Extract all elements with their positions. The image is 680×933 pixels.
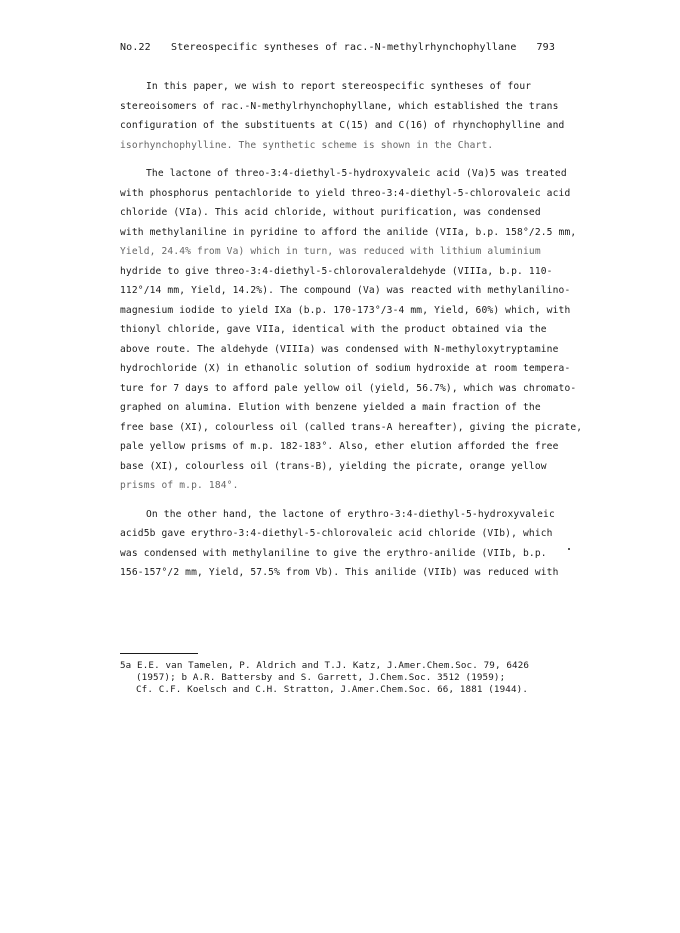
text-line: isorhynchophylline. The synthetic scheme is shown in the Chart. <box>120 139 494 151</box>
text-line: with methylaniline in pyridine to afford the anilide (VIIa, b.p. 158°/2.5 mm, <box>120 226 577 238</box>
text-line: graphed on alumina. Elution with benzene yielded a main fraction of the <box>120 402 541 413</box>
footnote-rule <box>120 653 198 654</box>
text-line: 156-157°/2 mm, Yield, 57.5% from Vb). This anilide (VIIb) was reduced with <box>120 567 559 578</box>
text-line: ture for 7 days to afford pale yellow oil (yield, 56.7%), which was chromato- <box>120 382 577 394</box>
text-line: configuration of the substituents at C(15) and C(16) of rhynchophylline and <box>120 120 565 131</box>
paragraph-3 <box>120 505 565 583</box>
text-line: stereoisomers of rac.-N-methylrhynchophyllane, which established the trans <box>120 100 559 112</box>
stray-mark <box>568 548 570 550</box>
text-line: 112°/14 mm, Yield, 14.2%). The compound (Va) was reacted with methylanilino- <box>120 285 571 296</box>
text-line: above route. The aldehyde (VIIIa) was condensed with N-methyloxytryptamine <box>120 343 559 355</box>
main-text <box>120 77 583 592</box>
text-line: free base (XI), colourless oil (called trans-A hereafter), giving the picrate, <box>120 421 583 433</box>
footnote-line: Cf. C.F. Koelsch and C.H. Stratton, J.Amer.Chem.Soc. 66, 1881 (1944). <box>136 684 529 695</box>
paragraph-1 <box>120 77 565 155</box>
footnote-line: (1957); b A.R. Battersby and S. Garrett, J.Chem.Soc. 3512 (1959); <box>136 672 506 683</box>
text-line: On the other hand, the lactone of erythro-3:4-diethyl-5-hydroxyvaleic <box>146 508 555 520</box>
footnotes <box>120 660 570 696</box>
text-line: In this paper, we wish to report stereospecific syntheses of four <box>146 81 532 92</box>
page-number: 793 <box>536 42 555 53</box>
header-left <box>120 42 531 53</box>
text-line: thionyl chloride, gave VIIa, identical with the product obtained via the <box>120 324 547 335</box>
text-line: was condensed with methylaniline to give the erythro-anilide (VIIb, b.p. <box>120 547 547 559</box>
text-line: The lactone of threo-3:4-diethyl-5-hydroxyvaleic acid (Va)5 was treated <box>146 168 567 179</box>
text-line: base (XI), colourless oil (trans-B), yielding the picrate, orange yellow <box>120 460 547 472</box>
journal-issue: No.22 <box>120 42 151 53</box>
text-line: pale yellow prisms of m.p. 182-183°. Also, ether elution afforded the free <box>120 441 559 452</box>
text-line: hydride to give threo-3:4-diethyl-5-chlorovaleraldehyde (VIIIa, b.p. 110- <box>120 265 553 277</box>
running-header <box>120 42 555 53</box>
text-line: magnesium iodide to yield IXa (b.p. 170-173°/3-4 mm, Yield, 60%) which, with <box>120 304 571 316</box>
footnote-line: 5a E.E. van Tamelen, P. Aldrich and T.J. Katz, J.Amer.Chem.Soc. 79, 6426 <box>120 660 530 671</box>
text-line: hydrochloride (X) in ethanolic solution of sodium hydroxide at room tempera- <box>120 363 571 374</box>
text-line: chloride (VIa). This acid chloride, without purification, was condensed <box>120 207 541 218</box>
text-line: prisms of m.p. 184°. <box>120 480 239 491</box>
text-line: Yield, 24.4% from Va) which in turn, was reduced with lithium aluminium <box>120 246 541 257</box>
text-line: acid5b gave erythro-3:4-diethyl-5-chlorovaleic acid chloride (VIb), which <box>120 528 553 539</box>
paragraph-2 <box>120 164 583 496</box>
paper-title: Stereospecific syntheses of rac.-N-methylrhynchophyllane <box>171 42 517 53</box>
text-line: with phosphorus pentachloride to yield threo-3:4-diethyl-5-chlorovaleic acid <box>120 187 571 199</box>
